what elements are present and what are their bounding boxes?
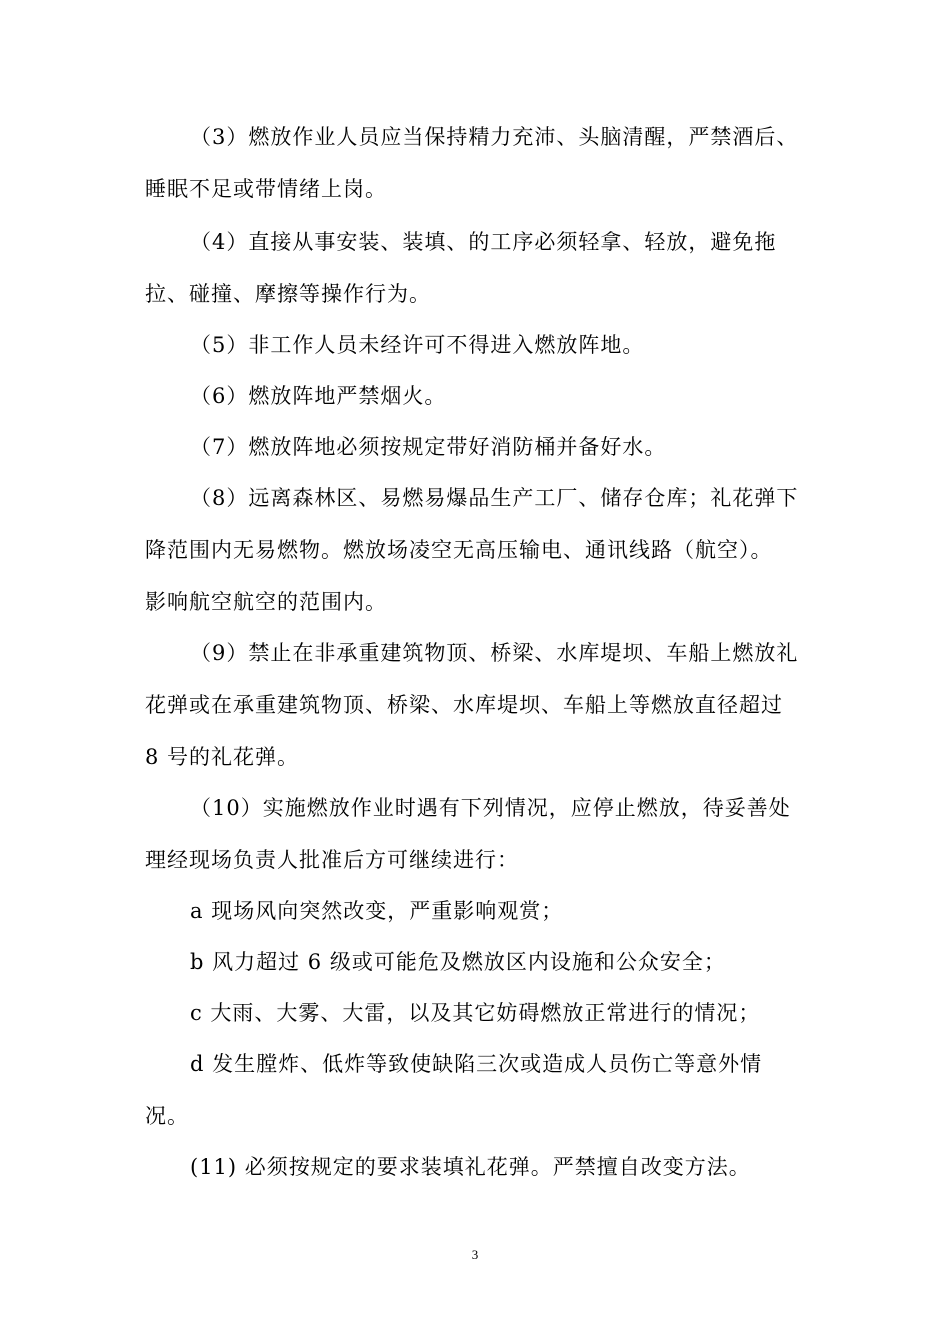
paragraph-9-line-1: （9）禁止在非承重建筑物顶、桥梁、水库堤坝、车船上燃放礼	[190, 641, 799, 665]
paragraph-3-line-1: （3）燃放作业人员应当保持精力充沛、头脑清醒，严禁酒后、	[190, 125, 799, 149]
paragraph-7: （7）燃放阵地必须按规定带好消防桶并备好水。	[190, 435, 667, 459]
paragraph-4-line-2: 拉、碰撞、摩擦等操作行为。	[145, 282, 431, 306]
paragraph-10-line-2: 理经现场负责人批准后方可继续进行：	[145, 848, 519, 872]
condition-d-line-1: d 发生膛炸、低炸等致使缺陷三次或造成人员伤亡等意外情	[190, 1052, 763, 1076]
condition-d-line-2: 况。	[145, 1104, 189, 1128]
paragraph-8-line-1: （8）远离森林区、易燃易爆品生产工厂、储存仓库；礼花弹下	[190, 486, 799, 510]
paragraph-8-line-2: 降范围内无易燃物。燃放场凌空无高压输电、通讯线路（航空）。	[145, 538, 773, 562]
paragraph-6: （6）燃放阵地严禁烟火。	[190, 384, 447, 408]
paragraph-5: （5）非工作人员未经许可不得进入燃放阵地。	[190, 333, 645, 357]
paragraph-11: (11) 必须按规定的要求装填礼花弹。严禁擅自改变方法。	[190, 1155, 751, 1179]
condition-c: c 大雨、大雾、大雷，以及其它妨碍燃放正常进行的情况；	[190, 1001, 761, 1025]
paragraph-10-line-1: （10）实施燃放作业时遇有下列情况，应停止燃放，待妥善处	[190, 796, 791, 820]
page-number: 3	[471, 1247, 479, 1262]
paragraph-4-line-1: （4）直接从事安装、装填、的工序必须轻拿、轻放，避免拖	[190, 230, 777, 254]
paragraph-8-line-3: 影响航空航空的范围内。	[145, 590, 387, 614]
condition-a: a 现场风向突然改变，严重影响观赏；	[190, 899, 564, 923]
paragraph-9-line-3: 8 号的礼花弹。	[145, 745, 300, 769]
condition-b: b 风力超过 6 级或可能危及燃放区内设施和公众安全；	[190, 950, 726, 974]
paragraph-3-line-2: 睡眠不足或带情绪上岗。	[145, 177, 387, 201]
paragraph-9-line-2: 花弹或在承重建筑物顶、桥梁、水库堤坝、车船上等燃放直径超过	[145, 693, 783, 717]
